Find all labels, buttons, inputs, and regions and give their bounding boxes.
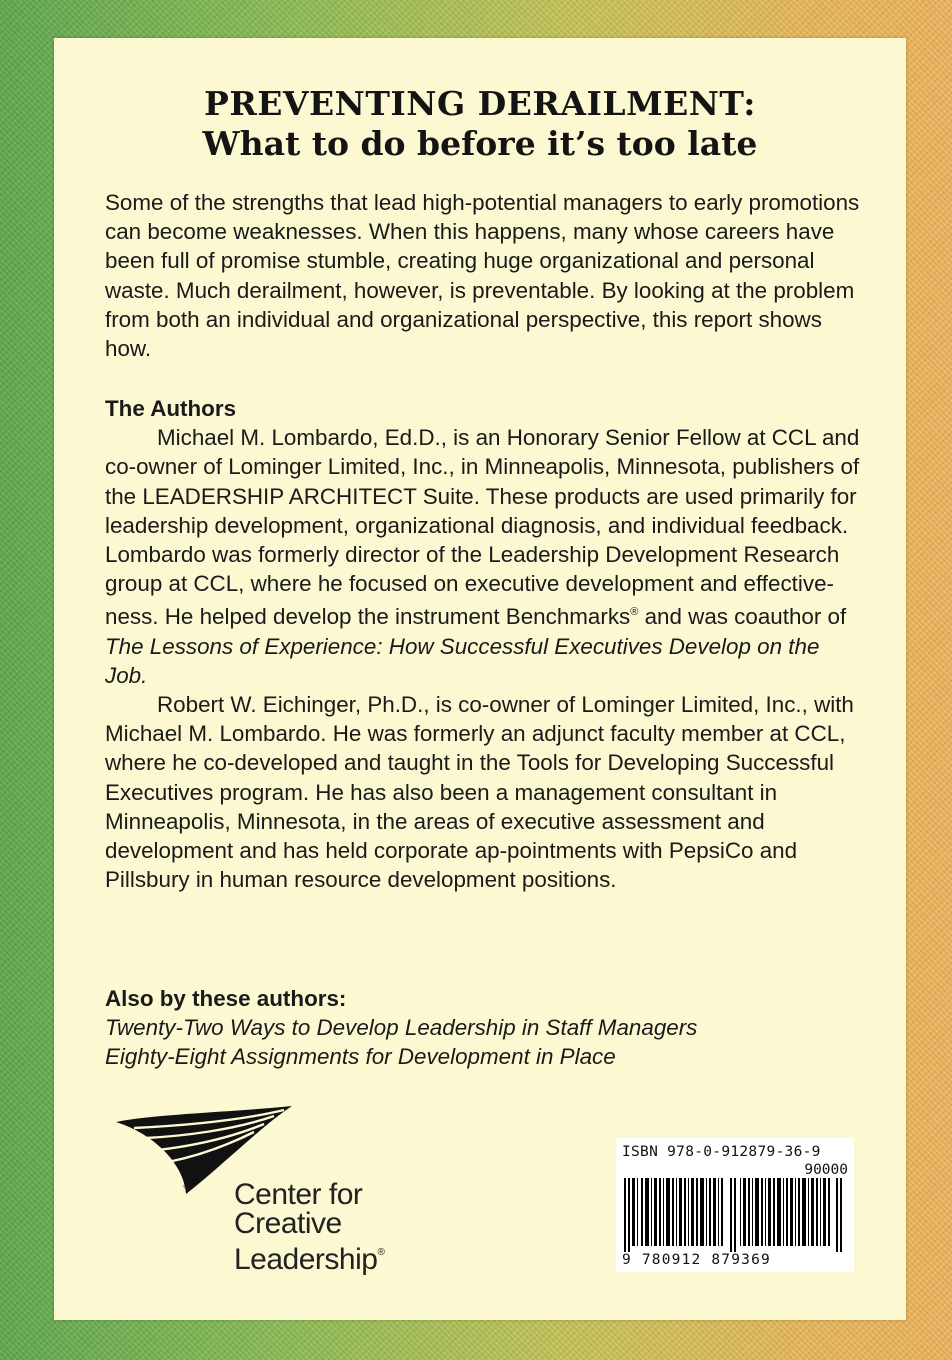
author-bio-lombardo <box>105 423 865 690</box>
isbn-label: ISBN 978-0-912879-36-9 <box>622 1144 821 1160</box>
title-line-1: PREVENTING DERAILMENT: <box>204 84 756 123</box>
ccl-wordmark <box>234 1180 384 1274</box>
lombardo-bio-text: Michael M. Lombardo, Ed.D., is an Honorary Senior Fellow at CCL and co-owner of Lominger Limited, Inc., in Minneapolis, Minnesota, publishers of the LEADERSHIP ARCHITECT Suite. These products are used primarily for leadership development, organizational diagnosis, and individual feedback. Lombardo was formerly director of the Leadership Development Research group at CCL, where he focused on executive development and effective-ness. He helped develop the instrument Benchmarks <box>105 425 860 630</box>
wordmark-registered-mark: ® <box>377 1247 385 1258</box>
book-title-1: Twenty-Two Ways to Develop Leadership in Staff Managers <box>105 1015 698 1041</box>
trademark-symbol: ™ <box>182 1184 190 1193</box>
barcode-bars-icon <box>622 1178 848 1252</box>
wordmark-line-1: Center for <box>234 1178 363 1211</box>
book-title-2: Eighty-Eight Assignments for Development in Place <box>105 1044 616 1070</box>
barcode-digits: 9 780912 879369 <box>622 1252 771 1268</box>
wordmark-line-3 <box>234 1238 384 1274</box>
title-line-2: What to do before it’s too late <box>202 124 758 163</box>
author-bio-eichinger: Robert W. Eichinger, Ph.D., is co-owner of Lominger Limited, Inc., with Michael M. Lombardo. He was formerly an adjunct faculty member at CCL, where he co-developed and taught in the Tools for Developing Successful Executives program. He has also been a management consultant in Minneapolis, Minnesota, in the areas of executive assessment and development and has held corporate ap-pointments with PepsiCo and Pillsbury in human resource development positions. <box>105 692 854 893</box>
intro-text: Some of the strengths that lead high-potential managers to early promotions can become weaknesses. When this happens, many whose careers have been full of promise stumble, creating huge organizational and personal waste. Much derailment, however, is preventable. By looking at the problem from both an individual and organizational perspective, this report shows how. <box>105 190 860 362</box>
wordmark-line-2: Creative <box>234 1207 342 1240</box>
also-by-heading: Also by these authors: <box>105 986 347 1011</box>
intro-paragraph <box>105 188 865 363</box>
authors-heading: The Authors <box>105 396 237 421</box>
back-cover-panel <box>54 38 906 1320</box>
wordmark-line-3-text: Leadership <box>234 1243 378 1276</box>
price-code: 90000 <box>804 1162 848 1178</box>
registered-mark: ® <box>630 606 639 619</box>
also-by-section <box>105 984 865 1072</box>
lombardo-bio-mid: and was coauthor of <box>638 604 847 630</box>
isbn-barcode <box>616 1138 854 1272</box>
authors-section <box>105 394 865 894</box>
lombardo-book-title: The Lessons of Experience: How Successful Executives Develop on the Job. <box>105 633 820 688</box>
